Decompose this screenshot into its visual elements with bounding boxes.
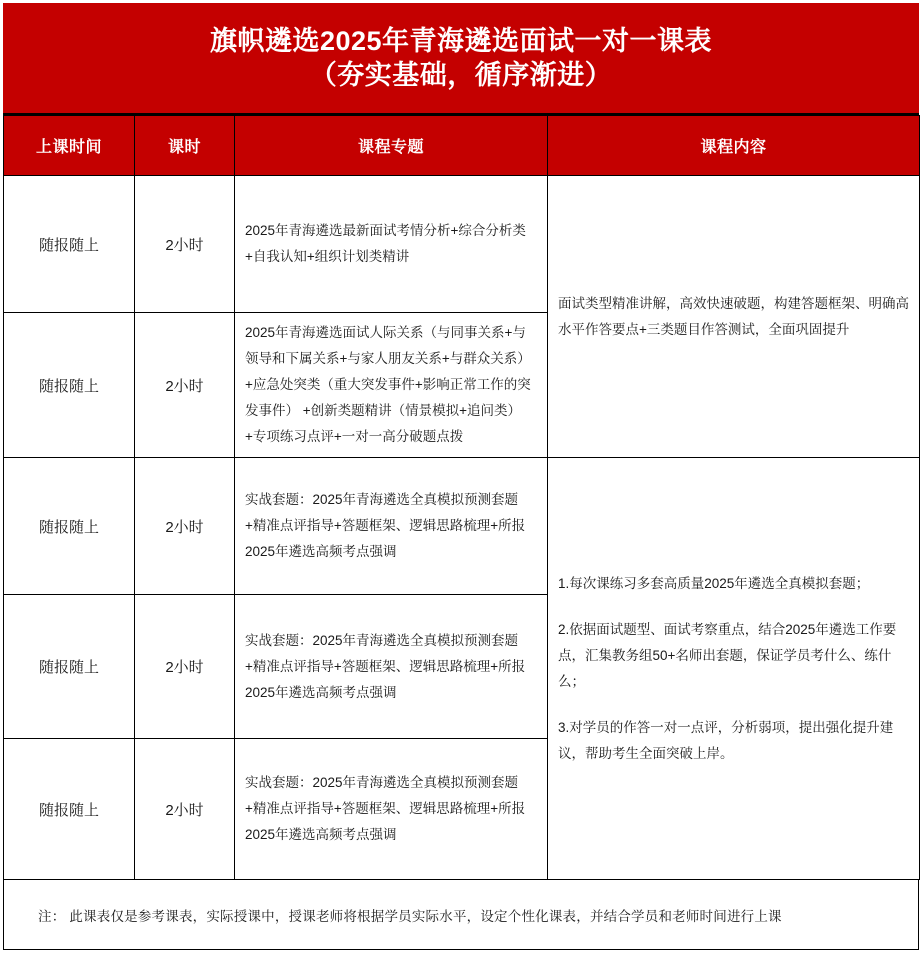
column-header-topic: 课程专题 <box>235 116 548 176</box>
cell-topic: 2025年青海遴选面试人际关系（与同事关系+与领导和下属关系+与家人朋友关系+与群众关系）+应急处突类（重大突发事件+影响正常工作的突发事件） +创新类题精讲（情景模拟+追问类）+专项练习点评+一对一高分破题点拨 <box>235 313 548 458</box>
cell-hours: 2小时 <box>135 458 235 595</box>
cell-hours: 2小时 <box>135 739 235 880</box>
cell-time: 随报随上 <box>4 176 135 313</box>
cell-time: 随报随上 <box>4 458 135 595</box>
cell-topic: 实战套题：2025年青海遴选全真模拟预测套题+精准点评指导+答题框架、逻辑思路梳理+所报2025年遴选高频考点强调 <box>235 739 548 880</box>
content-point-3: 3.对学员的作答一对一点评，分析弱项，提出强化提升建议，帮助考生全面突破上岸。 <box>558 719 894 761</box>
table-header-row <box>4 116 920 176</box>
cell-hours: 2小时 <box>135 313 235 458</box>
content-point-2: 2.依据面试题型、面试考察重点，结合2025年遴选工作要点，汇集教务组50+名师出套题，保证学员考什么、练什么； <box>558 621 897 689</box>
cell-time: 随报随上 <box>4 739 135 880</box>
table-row <box>4 176 920 313</box>
footer-note <box>3 880 919 950</box>
page-banner <box>3 3 919 115</box>
cell-topic: 实战套题：2025年青海遴选全真模拟预测套题+精准点评指导+答题框架、逻辑思路梳理+所报2025年遴选高频考点强调 <box>235 458 548 595</box>
cell-content-bottom <box>548 458 920 880</box>
cell-hours: 2小时 <box>135 176 235 313</box>
page-title-line-2: （夯实基础，循序渐进） <box>309 60 613 90</box>
cell-time: 随报随上 <box>4 595 135 739</box>
footer-note-text: 注： 此课表仅是参考课表，实际授课中，授课老师将根据学员实际水平，设定个性化课表，并结合学员和老师时间进行上课 <box>38 908 782 924</box>
page-title-line-1: 旗帜遴选2025年青海遴选面试一对一课表 <box>209 26 713 56</box>
content-point-1: 1.每次课练习多套高质量2025年遴选全真模拟套题； <box>558 575 870 591</box>
column-header-time: 上课时间 <box>4 116 135 176</box>
column-header-hours: 课时 <box>135 116 235 176</box>
table-row <box>4 458 920 595</box>
schedule-table <box>3 115 920 880</box>
cell-time: 随报随上 <box>4 313 135 458</box>
cell-content-top: 面试类型精准讲解，高效快速破题，构建答题框架、明确高水平作答要点+三类题目作答测试，全面巩固提升 <box>548 176 920 458</box>
table-body <box>4 176 920 880</box>
cell-topic: 2025年青海遴选最新面试考情分析+综合分析类+自我认知+组织计划类精讲 <box>235 176 548 313</box>
table-header <box>4 116 920 176</box>
cell-hours: 2小时 <box>135 595 235 739</box>
cell-topic: 实战套题：2025年青海遴选全真模拟预测套题+精准点评指导+答题框架、逻辑思路梳理+所报2025年遴选高频考点强调 <box>235 595 548 739</box>
column-header-content: 课程内容 <box>548 116 920 176</box>
